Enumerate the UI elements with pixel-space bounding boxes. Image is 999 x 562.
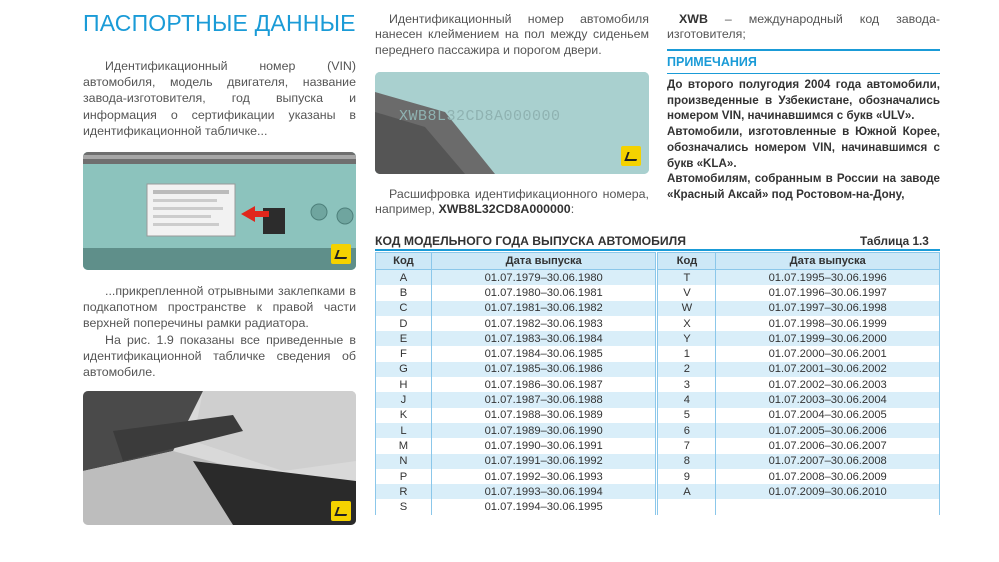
plate-caption: ...прикрепленной отрывными заклепками в подкапотном пространстве к правой части верхней поперечины рамки радиатора. (83, 284, 356, 331)
date-cell: 01.07.1994–30.06.1995 (431, 499, 656, 514)
header-code: Код (658, 253, 716, 270)
date-cell: 01.07.1985–30.06.1986 (431, 362, 656, 377)
date-cell: 01.07.2001–30.06.2002 (716, 362, 940, 377)
code-cell: Y (658, 331, 716, 346)
code-cell: 8 (658, 454, 716, 469)
code-cell: 3 (658, 377, 716, 392)
date-cell: 01.07.1980–30.06.1981 (431, 285, 656, 300)
code-cell: T (658, 270, 716, 286)
year-code-table (375, 252, 940, 515)
table-row (376, 270, 940, 286)
table-row (376, 316, 940, 331)
notes-rule (667, 49, 940, 51)
code-cell: R (376, 484, 432, 499)
code-cell: 7 (658, 438, 716, 453)
decode-text (375, 187, 649, 218)
car-badge-icon (331, 501, 351, 521)
code-cell: C (376, 301, 432, 316)
date-cell: 01.07.1993–30.06.1994 (431, 484, 656, 499)
code-cell: N (376, 454, 432, 469)
code-cell: 6 (658, 423, 716, 438)
date-cell: 01.07.1998–30.06.1999 (716, 316, 940, 331)
table-rule (375, 249, 940, 251)
date-cell: 01.07.1986–30.06.1987 (431, 377, 656, 392)
code-cell: V (658, 285, 716, 300)
code-cell: X (658, 316, 716, 331)
notes-body (667, 77, 940, 203)
date-cell: 01.07.1988–30.06.1989 (431, 408, 656, 423)
date-cell (716, 499, 940, 514)
code-cell: B (376, 285, 432, 300)
figure-note: На рис. 1.9 показаны все приведенные в идентификационной табличке сведения об автомобиле. (83, 332, 356, 380)
table-row (376, 301, 940, 316)
note-korea: Автомобили, изготовленные в Южной Корее, обозначались номером VIN, начинавшимся с букв «KLA». (667, 125, 940, 170)
code-cell: J (376, 392, 432, 407)
code-cell: H (376, 377, 432, 392)
code-cell: 2 (658, 362, 716, 377)
date-cell: 01.07.1981–30.06.1982 (431, 301, 656, 316)
code-cell: 1 (658, 346, 716, 361)
code-cell: P (376, 469, 432, 484)
table-row (376, 423, 940, 438)
table-row (376, 438, 940, 453)
notes-title: ПРИМЕЧАНИЯ (667, 55, 757, 69)
floor-illustration (83, 391, 356, 525)
decode-prefix: Расшифровка идентификационного номера, например, (375, 187, 649, 217)
vin-location: Идентификационный номер автомобиля нанесен клеймением на пол между сиденьем переднего пассажира и порогом двери. (375, 12, 649, 57)
table-row (376, 484, 940, 499)
decode-example: XWB8L32CD8A000000 (438, 202, 571, 217)
date-cell: 01.07.1999–30.06.2000 (716, 331, 940, 346)
car-badge-icon (621, 146, 641, 166)
table-row (376, 285, 940, 300)
table-ref: Таблица 1.3 (860, 234, 929, 248)
date-cell: 01.07.2005–30.06.2006 (716, 423, 940, 438)
code-cell: A (376, 270, 432, 286)
page-title: ПАСПОРТНЫЕ ДАННЫЕ (83, 10, 356, 36)
code-cell: 5 (658, 408, 716, 423)
date-cell: 01.07.2000–30.06.2001 (716, 346, 940, 361)
floor-photo (83, 391, 356, 525)
note-uzbekistan: До второго полугодия 2004 года автомобили, произведенные в Узбекистане, обозначались номером VIN, начинавшимся с букв «ULV». (667, 78, 940, 123)
code-cell: K (376, 408, 432, 423)
date-cell: 01.07.1979–30.06.1980 (431, 270, 656, 286)
notes-rule (667, 73, 940, 74)
date-cell: 01.07.2009–30.06.2010 (716, 484, 940, 499)
plate-caption-text (83, 283, 356, 380)
intro-text (83, 58, 356, 139)
table-row (376, 469, 940, 484)
code-cell: W (658, 301, 716, 316)
code-cell: A (658, 484, 716, 499)
code-cell: G (376, 362, 432, 377)
date-cell: 01.07.2008–30.06.2009 (716, 469, 940, 484)
engine-bay-illustration (83, 152, 356, 270)
table-row (376, 331, 940, 346)
engine-bay-photo (83, 152, 356, 270)
code-cell: D (376, 316, 432, 331)
code-cell (658, 499, 716, 514)
code-cell: F (376, 346, 432, 361)
table-row (376, 454, 940, 469)
date-cell: 01.07.1983–30.06.1984 (431, 331, 656, 346)
date-cell: 01.07.1990–30.06.1991 (431, 438, 656, 453)
table-row (376, 377, 940, 392)
date-cell: 01.07.2004–30.06.2005 (716, 408, 940, 423)
header-code: Код (376, 253, 432, 270)
car-badge-icon (331, 244, 351, 264)
table-row (376, 392, 940, 407)
code-cell: S (376, 499, 432, 514)
table-row (376, 362, 940, 377)
decode-suffix: : (570, 202, 575, 217)
stamped-vin: XWB8L32CD8A000000 (399, 108, 561, 125)
table-row (376, 408, 940, 423)
code-cell: L (376, 423, 432, 438)
date-cell: 01.07.1995–30.06.1996 (716, 270, 940, 286)
vin-photo (375, 72, 649, 174)
date-cell: 01.07.2007–30.06.2008 (716, 454, 940, 469)
table-title: КОД МОДЕЛЬНОГО ГОДА ВЫПУСКА АВТОМОБИЛЯ (375, 234, 686, 248)
date-cell: 01.07.2002–30.06.2003 (716, 377, 940, 392)
date-cell: 01.07.1982–30.06.1983 (431, 316, 656, 331)
date-cell: 01.07.1984–30.06.1985 (431, 346, 656, 361)
note-russia: Автомобилям, собранным в России на заводе «Красный Аксай» под Ростовом-на-Дону, (667, 172, 940, 201)
xwb-code: XWB (679, 12, 708, 26)
xwb-text (667, 12, 940, 43)
vin-location-text (375, 12, 649, 58)
code-cell: M (376, 438, 432, 453)
header-date: Дата выпуска (716, 253, 940, 270)
header-date: Дата выпуска (431, 253, 656, 270)
code-cell: 9 (658, 469, 716, 484)
code-cell: E (376, 331, 432, 346)
table-row (376, 499, 940, 514)
date-cell: 01.07.2003–30.06.2004 (716, 392, 940, 407)
date-cell: 01.07.1989–30.06.1990 (431, 423, 656, 438)
date-cell: 01.07.1996–30.06.1997 (716, 285, 940, 300)
code-cell: 4 (658, 392, 716, 407)
date-cell: 01.07.1992–30.06.1993 (431, 469, 656, 484)
xwb-description: – международный код завода-изготовителя; (667, 12, 940, 42)
date-cell: 01.07.2006–30.06.2007 (716, 438, 940, 453)
date-cell: 01.07.1997–30.06.1998 (716, 301, 940, 316)
table-row (376, 346, 940, 361)
date-cell: 01.07.1987–30.06.1988 (431, 392, 656, 407)
date-cell: 01.07.1991–30.06.1992 (431, 454, 656, 469)
intro-paragraph: Идентификационный номер (VIN) автомобиля, модель двигателя, название завода-изготовителя, год выпуска и информация о сертификации указаны в идентификационной табличке... (83, 59, 356, 138)
